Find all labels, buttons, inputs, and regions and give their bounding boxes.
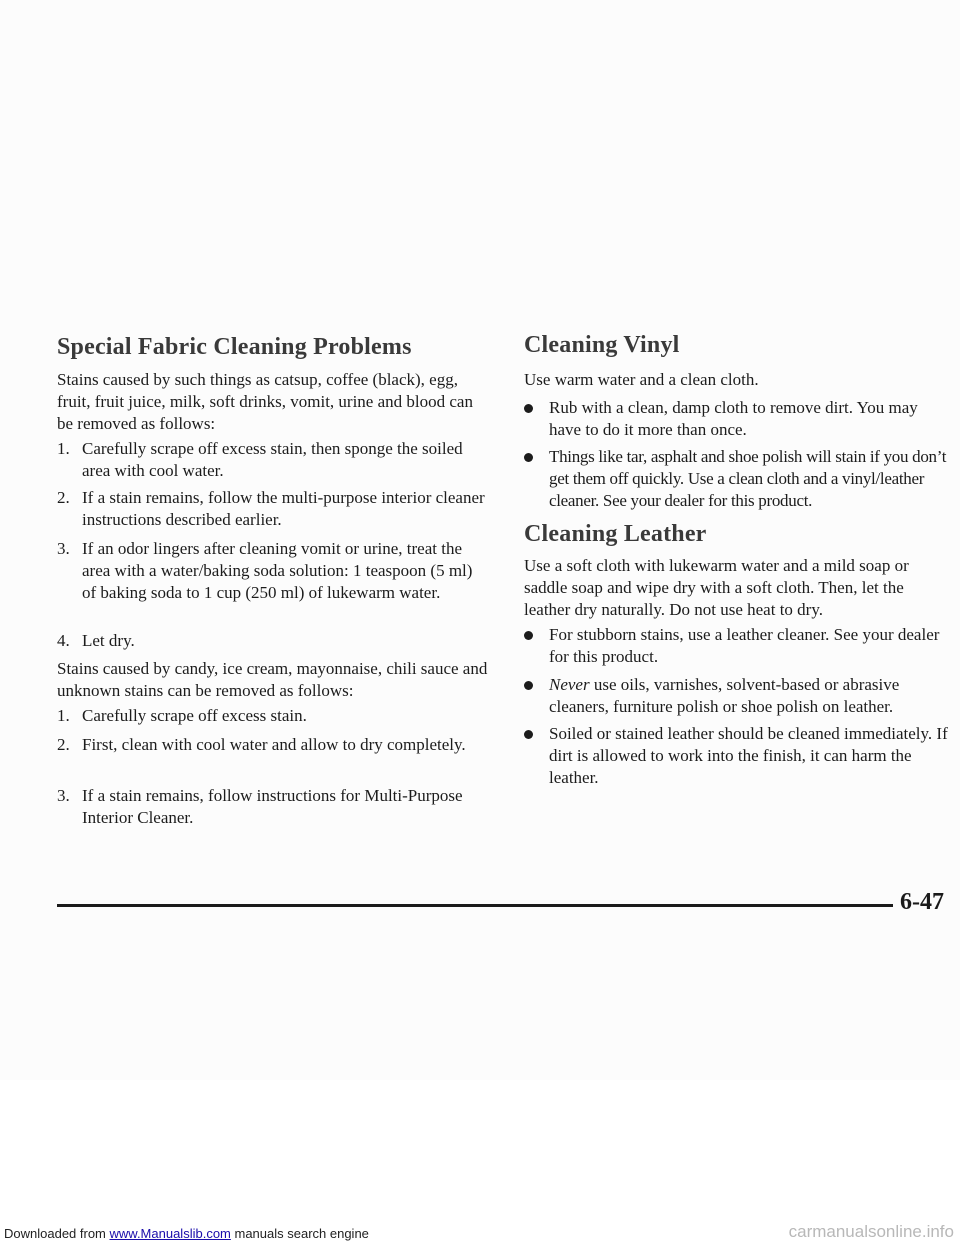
intro-paragraph-1: Stains caused by such things as catsup, coffee (black), egg, fruit, fruit juice, milk, soft drinks, vomit, urine and blood can be removed as follows: <box>57 370 473 433</box>
step-number: 1. <box>57 439 70 458</box>
bullet-item <box>524 397 954 441</box>
step-number: 2. <box>57 488 70 507</box>
step-text: If a stain remains, follow the multi-purpose interior cleaner instructions described earlier. <box>82 488 485 529</box>
footer-prefix: Downloaded from <box>4 1226 110 1241</box>
bullet-text: Soiled or stained leather should be cleaned immediately. If dirt is allowed to work into the finish, it can harm the leather. <box>549 724 948 787</box>
list-item <box>57 705 489 727</box>
bullet-dot-icon <box>524 453 533 462</box>
bullet-text-rest: use oils, varnishes, solvent-based or abrasive cleaners, furniture polish or shoe polish on leather. <box>549 675 900 716</box>
bullet-text: Things like tar, asphalt and shoe polish will stain if you don’t get them off quickly. Use a clean cloth and a vinyl/leather cleaner. See your dealer for this product. <box>549 447 947 510</box>
bullet-text: Rub with a clean, damp cloth to remove dirt. You may have to do it more than once. <box>549 398 918 439</box>
step-text: Carefully scrape off excess stain. <box>82 706 307 725</box>
page-number: 6-47 <box>900 889 944 915</box>
download-footer <box>4 1226 369 1241</box>
bullet-item <box>524 674 954 718</box>
step-number: 4. <box>57 631 70 650</box>
vinyl-intro: Use warm water and a clean cloth. <box>524 370 759 389</box>
list-item <box>57 487 489 531</box>
bullet-text <box>549 674 954 718</box>
footer-suffix: manuals search engine <box>230 1226 369 1241</box>
step-number: 1. <box>57 706 70 725</box>
step-text: If a stain remains, follow instructions for Multi-Purpose Interior Cleaner. <box>82 786 463 827</box>
bullet-item <box>524 446 954 512</box>
manualslib-link[interactable]: www.Manualslib.com <box>109 1226 231 1241</box>
step-number: 3. <box>57 539 70 558</box>
step-text: Let dry. <box>82 631 135 650</box>
step-text: First, clean with cool water and allow to dry completely. <box>82 735 466 754</box>
step-text: If an odor lingers after cleaning vomit or urine, treat the area with a water/baking soda solution: 1 teaspoon (5 ml) of baking soda to 1 cup (250 ml) of lukewarm water. <box>82 539 473 602</box>
footer-rule <box>57 904 893 907</box>
watermark: carmanualsonline.info <box>788 1222 954 1241</box>
bullet-dot-icon <box>524 404 533 413</box>
bullet-item <box>524 624 954 668</box>
step-number: 2. <box>57 735 70 754</box>
list-item <box>57 538 489 604</box>
leather-intro: Use a soft cloth with lukewarm water and a mild soap or saddle soap and wipe dry with a soft cloth. Then, let the leather dry naturally. Do not use heat to dry. <box>524 556 909 619</box>
bullet-dot-icon <box>524 681 533 690</box>
bullet-item <box>524 723 954 789</box>
bullet-text: For stubborn stains, use a leather cleaner. See your dealer for this product. <box>549 625 940 666</box>
bullet-dot-icon <box>524 730 533 739</box>
list-item <box>57 630 489 652</box>
step-number: 3. <box>57 786 70 805</box>
step-text: Carefully scrape off excess stain, then sponge the soiled area with cool water. <box>82 439 463 480</box>
list-item <box>57 438 489 482</box>
heading-special-fabric: Special Fabric Cleaning Problems <box>57 334 412 360</box>
bullet-dot-icon <box>524 631 533 640</box>
heading-cleaning-leather: Cleaning Leather <box>524 521 707 547</box>
heading-cleaning-vinyl: Cleaning Vinyl <box>524 332 680 358</box>
intro-paragraph-2: Stains caused by candy, ice cream, mayonnaise, chili sauce and unknown stains can be removed as follows: <box>57 659 488 700</box>
list-item <box>57 785 489 829</box>
list-item <box>57 734 489 756</box>
emphasis-never: Never <box>549 675 590 694</box>
